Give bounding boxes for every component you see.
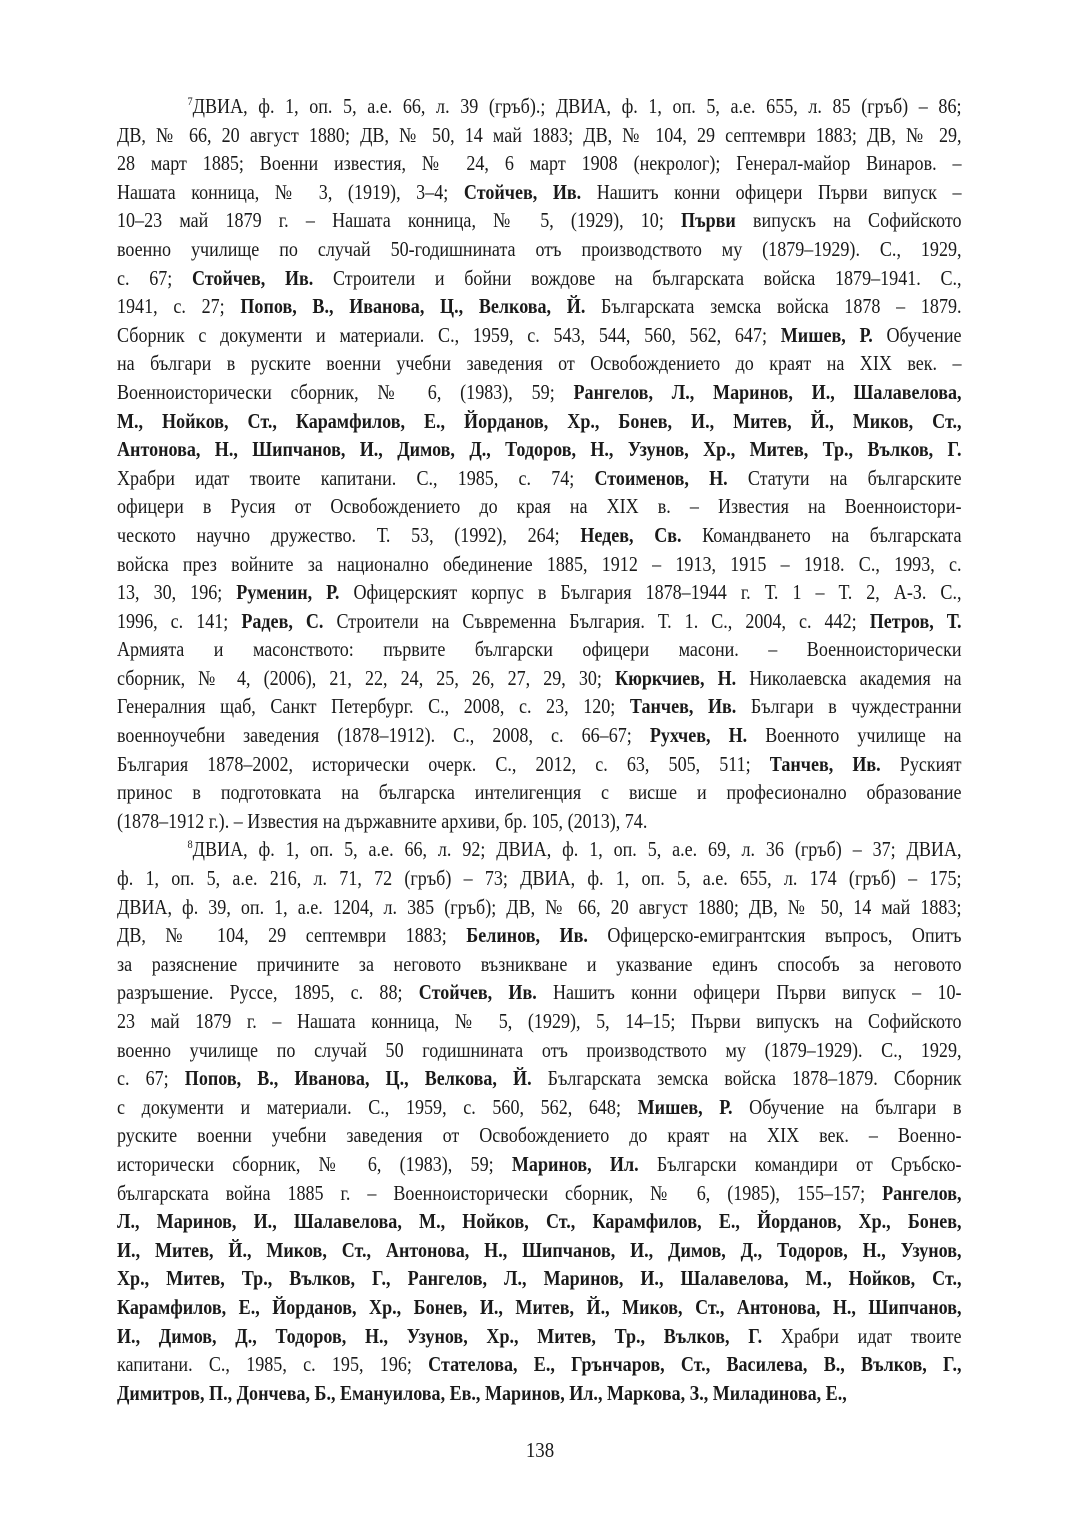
citation-text: Обучение: [872, 322, 962, 347]
line-text: [117, 1036, 962, 1065]
line-text: [117, 464, 962, 493]
author-name: Кюркчиев, Н.: [614, 665, 737, 690]
footnotes-block: [117, 92, 962, 1407]
footnote-8-line: [117, 950, 962, 979]
line-text: [117, 1322, 962, 1351]
line-text: [117, 778, 962, 807]
citation-text: 23 май 1879 г. – Нашата конница, № 5, (1929), 5, 14–15; Първи випускъ на Софийското: [117, 1009, 962, 1033]
author-name: Недев, Св.: [580, 522, 682, 547]
footnote-8-line: [117, 864, 962, 893]
line-text: [117, 1179, 962, 1208]
author-name: Попов, В., Иванова, Ц., Велкова, Й.: [184, 1066, 532, 1091]
citation-text: Руският: [880, 751, 962, 776]
line-text: [117, 407, 962, 436]
footnote-7-line: [117, 692, 962, 721]
line-text: [117, 807, 962, 836]
citation-text: с документи и материали. С., 1959, с. 560, 562, 648;: [117, 1094, 638, 1119]
citation-text: военноучебни заведения (1878–1912). С., 2008, с. 66–67;: [117, 723, 650, 748]
line-text: [117, 1007, 962, 1036]
citation-text: руските военни учебни заведения от Освобождението до краят на XIX век. – Военно-: [117, 1123, 962, 1148]
citation-text: Храбри идат твоите: [762, 1323, 962, 1348]
citation-text: випускъ на Софийското: [735, 208, 962, 233]
line-text: [117, 121, 962, 150]
footnote-8-line: [117, 1293, 962, 1322]
footnote-7-line: [117, 121, 962, 150]
footnote-8-line: [117, 1350, 962, 1379]
line-text: [117, 893, 962, 922]
footnote-8-line: [117, 1236, 962, 1265]
citation-text: Българи в чуждестранни: [736, 694, 962, 719]
citation-text: за разяснение причините за неговото възникване и указвание единъ способъ за неговото: [117, 951, 962, 976]
citation-text: ДВИА, ф. 39, оп. 1, а.е. 1204, л. 385 (гръб); ДВ, № 66, 20 август 1880; ДВ, № 50, 14 май 1883;: [117, 894, 962, 919]
footnote-7-line: [117, 550, 962, 579]
citation-text: Нашитъ конни офицери Първи випуск –: [581, 179, 962, 204]
citation-text: военно училище по случай 50-годишнината отъ производството му (1879–1929). С., 1929,: [117, 236, 962, 261]
line-text: [117, 1293, 962, 1322]
citation-text: Български командири от Сръбско-: [638, 1151, 962, 1176]
citation-text: Строители на Съвременна България. Т. 1. С., 2004, с. 442;: [323, 608, 870, 633]
footnote-8-line: [117, 1064, 962, 1093]
citation-text: Командването на българската: [681, 522, 962, 547]
line-text: [117, 664, 962, 693]
citation-text: Военното училище на: [747, 723, 962, 748]
author-name: Стойчев, Ив.: [191, 265, 314, 290]
line-text: [117, 635, 962, 664]
footnote-7-line: [117, 750, 962, 779]
footnote-7-line: [117, 349, 962, 378]
citation-text: Николаевска академия на: [736, 665, 962, 690]
author-name: Белинов, Ив.: [466, 923, 588, 948]
footnote-7-line: [117, 149, 962, 178]
line-text: [117, 1207, 962, 1236]
citation-text: ДВИА, ф. 1, оп. 5, а.е. 66, л. 39 (гръб).; ДВИА, ф. 1, оп. 5, а.е. 655, л. 85 (гръб) – 86;: [192, 94, 962, 118]
author-name: Маринов, Ил.: [511, 1151, 639, 1176]
footnote-7-line: [117, 607, 962, 636]
citation-text: България 1878–2002, исторически очерк. С., 2012, с. 63, 505, 511;: [117, 751, 770, 776]
footnote-7-line: [117, 206, 962, 235]
author-name: И., Димов, Д., Тодоров, Н., Узунов, Хр., Митев, Тр., Вълков, Г.: [117, 1323, 763, 1348]
citation-text: с. 67;: [117, 265, 192, 290]
citation-text: сборник, № 4, (2006), 21, 22, 24, 25, 26, 27, 29, 30;: [117, 665, 615, 690]
footnote-7-line: [117, 578, 962, 607]
line-text: [117, 435, 962, 464]
line-text: [117, 1121, 962, 1150]
citation-text: ф. 1, оп. 5, а.е. 216, л. 71, 72 (гръб) – 73; ДВИА, ф. 1, оп. 5, а.е. 655, л. 174 (гръб) – 175;: [117, 866, 962, 891]
citation-text: Нашитъ конни офицери Първи випуск – 10-: [536, 980, 962, 1005]
line-text: [117, 264, 962, 293]
line-text: [117, 1264, 962, 1293]
footnote-8-line: [117, 921, 962, 950]
footnote-8-line: [117, 1264, 962, 1293]
footnote-7-line: [117, 378, 962, 407]
footnote-8-line: [117, 835, 962, 864]
citation-text: Армията и масонството: първите български офицери масони. – Военноисторически: [117, 637, 962, 662]
author-name: Стателова, Е., Грънчаров, Ст., Василева, В., Вълков, Г.,: [428, 1352, 962, 1377]
line-text: [117, 92, 962, 121]
citation-text: ДВ, № 104, 29 септември 1883;: [117, 923, 467, 948]
citation-text: Военноисторически сборник, № 6, (1983), 59;: [117, 379, 574, 404]
footnote-7-line: [117, 435, 962, 464]
author-name: Попов, В., Иванова, Ц., Велкова, Й.: [240, 294, 586, 319]
footnote-number: 7: [187, 94, 193, 108]
citation-text: 10–23 май 1879 г. – Нашата конница, № 5, (1929), 10;: [117, 208, 682, 233]
line-text: [117, 835, 962, 864]
line-text: [117, 721, 962, 750]
citation-text: 13, 30, 196;: [117, 580, 237, 605]
footnote-7-line: [117, 521, 962, 550]
footnote-7-line: [117, 635, 962, 664]
footnote-8-line: [117, 1121, 962, 1150]
citation-text: Офицерско-емигрантския въпросъ, Опитъ: [587, 923, 962, 948]
footnote-8-line: [117, 1036, 962, 1065]
author-name: Мишев, Р.: [780, 322, 873, 347]
line-text: [117, 550, 962, 579]
line-text: [117, 692, 962, 721]
citation-text: 28 март 1885; Военни известия, № 24, 6 март 1908 (некролог); Генерал-майор Винаров. –: [117, 151, 962, 176]
line-text: [117, 1150, 962, 1179]
citation-text: Офицерският корпус в България 1878–1944 г. Т. 1 – Т. 2, А-З. С.,: [339, 580, 962, 605]
line-text: [117, 750, 962, 779]
citation-text: войска през войните за национално обединение 1885, 1912 – 1913, 1915 – 1918. С., 1993, с.: [117, 551, 962, 576]
citation-text: Статути на българските: [727, 465, 962, 490]
author-name: Рангелов, Л., Маринов, И., Шалавелова,: [573, 379, 962, 404]
citation-text: 1996, с. 141;: [117, 608, 242, 633]
author-name: Радев, С.: [241, 608, 324, 633]
line-text: [117, 950, 962, 979]
footnote-7-line: [117, 92, 962, 121]
citation-text: българската война 1885 г. – Военноисторически сборник, № 6, (1985), 155–157;: [117, 1180, 883, 1205]
footnote-8-line: [117, 1322, 962, 1351]
footnote-7-line: [117, 178, 962, 207]
line-text: [117, 292, 962, 321]
citation-text: ДВ, № 66, 20 август 1880; ДВ, № 50, 14 май 1883; ДВ, № 104, 29 септември 1883; ДВ, № 29,: [117, 122, 962, 147]
line-text: [117, 607, 962, 636]
line-text: [117, 1064, 962, 1093]
footnote-7-line: [117, 321, 962, 350]
footnote-8-line: [117, 1379, 962, 1408]
line-text: [117, 492, 962, 521]
line-text: [117, 321, 962, 350]
author-name: Димитров, П., Дончева, Б., Емануилова, Ев., Маринов, Ил., Маркова, З., Миладинова, Е.,: [117, 1380, 847, 1405]
footnote-7-line: [117, 778, 962, 807]
author-name: Рухчев, Н.: [649, 723, 748, 748]
citation-text: Сборник с документи и материали. С., 1959, с. 543, 544, 560, 562, 647;: [117, 322, 781, 347]
citation-text: исторически сборник, № 6, (1983), 59;: [117, 1151, 512, 1176]
footnote-7-line: [117, 664, 962, 693]
citation-text: на българи в руските военни учебни заведения от Освобождението до краят на XIX век. –: [117, 351, 962, 376]
author-name: Първи: [681, 208, 736, 233]
author-name: Карамфилов, Е., Йорданов, Хр., Бонев, И., Митев, Й., Миков, Ст., Антонова, Н., Шипчанов,: [117, 1294, 962, 1319]
line-text: [117, 349, 962, 378]
footnote-7-line: [117, 464, 962, 493]
line-text: [117, 1350, 962, 1379]
line-text: [117, 521, 962, 550]
author-name: Рангелов,: [882, 1180, 962, 1205]
author-name: Танчев, Ив.: [769, 751, 881, 776]
footnote-8-line: [117, 1007, 962, 1036]
line-text: [117, 1093, 962, 1122]
line-text: [117, 1379, 962, 1408]
citation-text: военно училище по случай 50 годишнината отъ производството му (1879–1929). С., 1929,: [117, 1037, 962, 1062]
citation-text: ДВИА, ф. 1, оп. 5, а.е. 66, л. 92; ДВИА, ф. 1, оп. 5, а.е. 69, л. 36 (гръб) – 37; ДВИА,: [192, 837, 962, 862]
citation-text: Българската земска войска 1878–1879. Сборник: [531, 1066, 962, 1091]
footnote-8-line: [117, 978, 962, 1007]
citation-text: Обучение на българи в: [732, 1094, 962, 1119]
citation-text: Генералния щаб, Санкт Петербург. С., 2008, с. 23, 120;: [117, 694, 630, 719]
author-name: Мишев, Р.: [637, 1094, 733, 1119]
footnote-8-line: [117, 1207, 962, 1236]
footnote-8-line: [117, 1093, 962, 1122]
footnote-8-line: [117, 1150, 962, 1179]
citation-text: принос в подготовката на българска интелигенция с висше и професионално образование: [117, 780, 962, 805]
citation-text: Нашата конница, № 3, (1919), 3–4;: [117, 179, 464, 204]
footnote-8-line: [117, 1179, 962, 1208]
footnote-7-line: [117, 492, 962, 521]
author-name: Танчев, Ив.: [629, 694, 737, 719]
citation-text: (1878–1912 г.). – Известия на държавните архиви, бр. 105, (2013), 74.: [117, 808, 648, 833]
author-name: И., Митев, Й., Миков, Ст., Антонова, Н., Шипчанов, И., Димов, Д., Тодоров, Н., Узунов,: [117, 1237, 962, 1262]
line-text: [117, 378, 962, 407]
author-name: Антонова, Н., Шипчанов, И., Димов, Д., Тодоров, Н., Узунов, Хр., Митев, Тр., Вълков, Г.: [117, 437, 962, 462]
footnote-7-line: [117, 292, 962, 321]
author-name: Стойчев, Ив.: [418, 980, 537, 1005]
author-name: М., Нойков, Ст., Карамфилов, Е., Йорданов, Хр., Бонев, И., Митев, Й., Миков, Ст.,: [117, 408, 962, 433]
citation-text: капитани. С., 1985, с. 195, 196;: [117, 1352, 429, 1377]
footnote-7-line: [117, 407, 962, 436]
author-name: Стоименов, Н.: [594, 465, 728, 490]
footnote-7-line: [117, 264, 962, 293]
page-number: 138: [525, 1438, 555, 1462]
footnote-number: 8: [187, 837, 193, 852]
citation-text: Строители и бойни вождове на българската войска 1879–1941. С.,: [313, 265, 962, 290]
line-text: [117, 864, 962, 893]
citation-text: 1941, с. 27;: [117, 294, 241, 319]
author-name: Стойчев, Ив.: [463, 179, 582, 204]
citation-text: Българската земска войска 1878 – 1879.: [585, 294, 962, 319]
author-name: Руменин, Р.: [236, 580, 340, 605]
line-text: [117, 178, 962, 207]
line-text: [117, 921, 962, 950]
line-text: [117, 149, 962, 178]
citation-text: с. 67;: [117, 1066, 185, 1091]
footnote-7-line: [117, 235, 962, 264]
line-text: [117, 578, 962, 607]
author-name: Л., Маринов, И., Шалавелова, М., Нойков, Ст., Карамфилов, Е., Йорданов, Хр., Бонев,: [117, 1209, 962, 1234]
line-text: [117, 978, 962, 1007]
line-text: [117, 206, 962, 235]
citation-text: Храбри идат твоите капитани. С., 1985, с. 74;: [117, 465, 595, 490]
footnote-8-line: [117, 893, 962, 922]
citation-text: ческото научно дружество. Т. 53, (1992), 264;: [117, 522, 581, 547]
author-name: Хр., Митев, Тр., Вълков, Г., Рангелов, Л., Маринов, И., Шалавелова, М., Нойков, Ст.,: [117, 1266, 962, 1291]
citation-text: разръшение. Руссе, 1895, с. 88;: [117, 980, 419, 1005]
footnote-7-line: [117, 721, 962, 750]
citation-text: офицери в Русия от Освобождението до края на XIX в. – Известия на Военноистори-: [117, 494, 962, 519]
author-name: Петров, Т.: [869, 608, 962, 633]
footnote-7-line: [117, 807, 962, 836]
line-text: [117, 1236, 962, 1265]
line-text: [117, 235, 962, 264]
